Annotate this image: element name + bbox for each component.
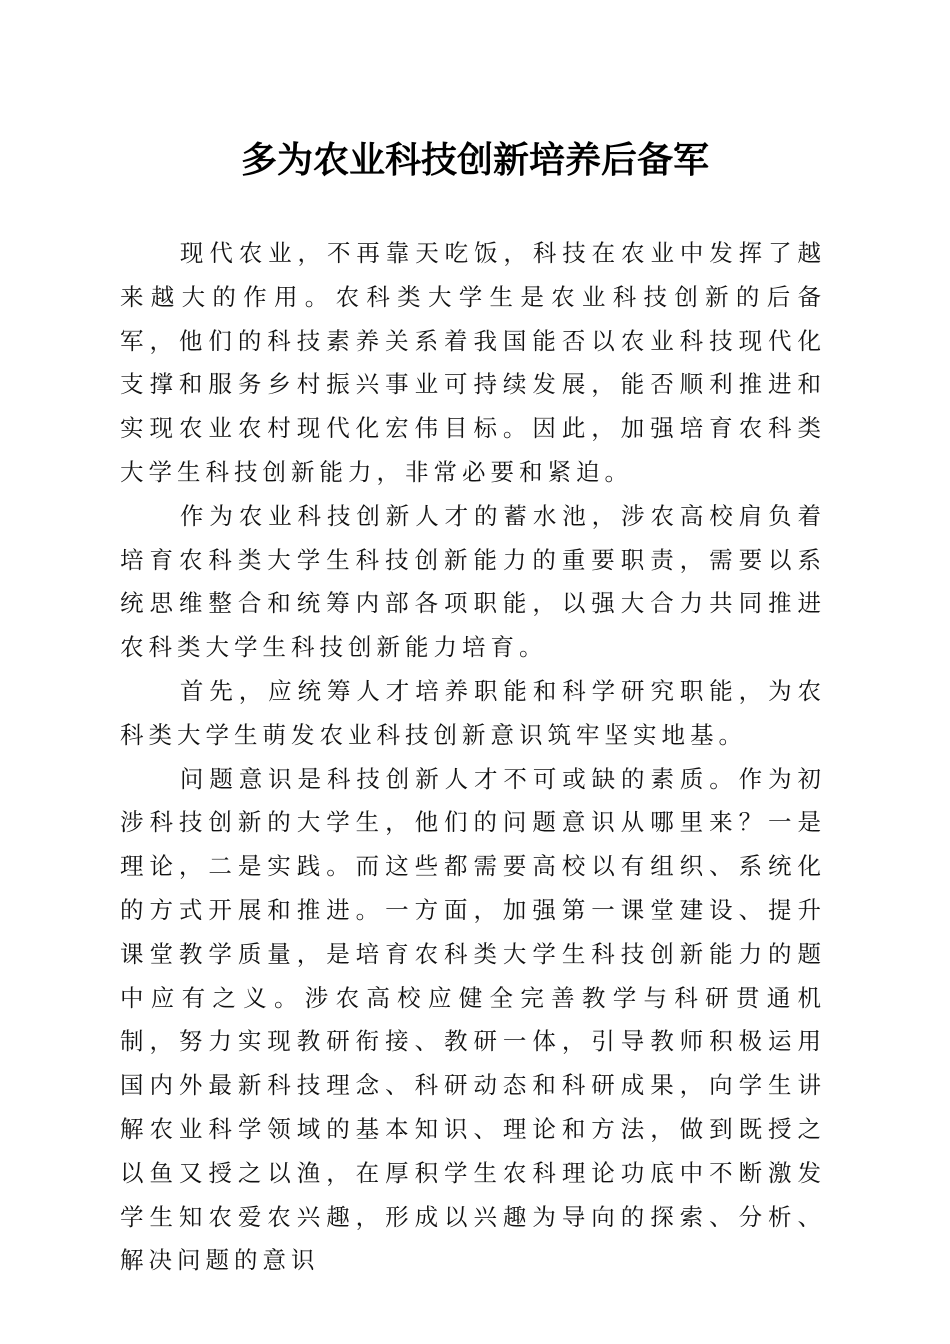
paragraph-2: 作为农业科技创新人才的蓄水池，涉农高校肩负着培育农科类大学生科技创新能力的重要职责，需要以系统思维整合和统筹内部各项职能，以强大合力共同推进农科类大学生科技创新能力培育。 [120,501,826,662]
paragraph-4: 问题意识是科技创新人才不可或缺的素质。作为初涉科技创新的大学生，他们的问题意识从哪里来？一是理论，二是实践。而这些都需要高校以有组织、系统化的方式开展和推进。一方面，加强第一课堂建设、提升课堂教学质量，是培育农科类大学生科技创新能力的题中应有之义。涉农高校应健全完善教学与科研贯通机制，努力实现教研衔接、教研一体，引导教师积极运用国内外最新科技理念、科研动态和科研成果，向学生讲解农业科学领域的基本知识、理论和方法，做到既授之以鱼又授之以渔，在厚积学生农科理论功底中不断激发学生知农爱农兴趣，形成以兴趣为导向的探索、分析、解决问题的意识 [120,764,826,1275]
paragraph-1: 现代农业，不再靠天吃饭，科技在农业中发挥了越来越大的作用。农科类大学生是农业科技创新的后备军，他们的科技素养关系着我国能否以农业科技现代化支撑和服务乡村振兴事业可持续发展，能否顺利推进和实现农业农村现代化宏伟目标。因此，加强培育农科类大学生科技创新能力，非常必要和紧迫。 [120,239,826,486]
document-body [120,232,826,1283]
document-title: 多为农业科技创新培养后备军 [240,139,709,181]
paragraph-3: 首先，应统筹人才培养职能和科学研究职能，为农科类大学生萌发农业科技创新意识筑牢坚实地基。 [120,676,826,749]
